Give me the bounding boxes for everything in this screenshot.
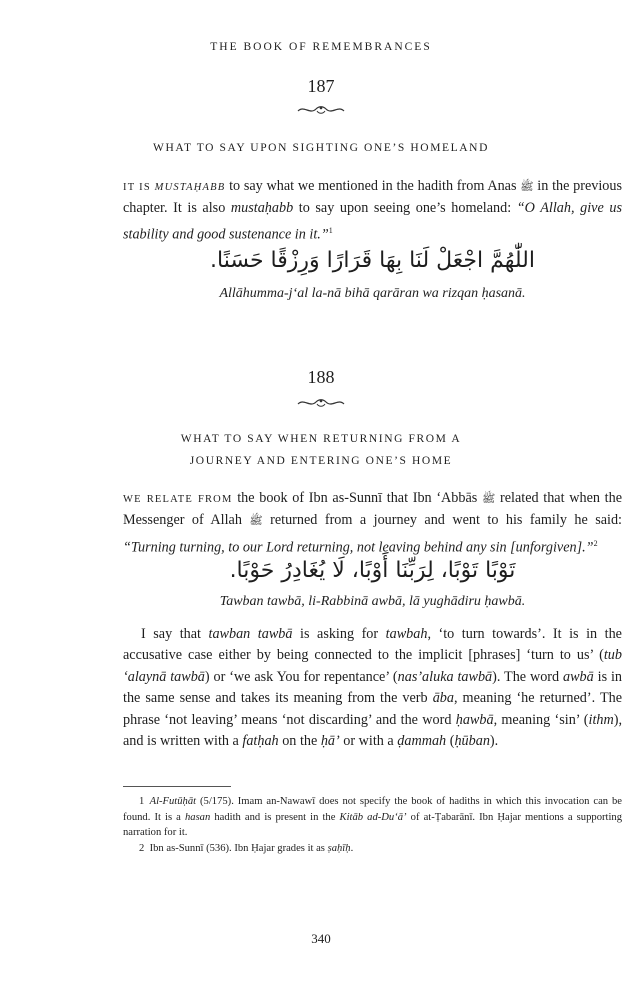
text-segment: is in the same sense and takes its meaning from the verb: [123, 668, 622, 707]
italic-term: ḥawbā: [455, 711, 494, 728]
italic-term: ḍammah: [397, 733, 447, 750]
arabic-supplication-188: تَوْبًا تَوْبًا، لِرَبِّنَا أَوْبًا، لَا يُغَادِرُ حَوْبًا.: [229, 558, 516, 583]
italic-term: awbā: [563, 668, 594, 685]
text-segment: , ‘to turn towards’. It is in the accusative case either by being connected to the implicit [phrases] ‘turn to us’ (: [123, 626, 622, 664]
text-segment: , meaning ‘sin’ (: [493, 711, 589, 728]
text-segment: ) or ‘we ask You for repentance’ (: [204, 668, 398, 685]
text-segment: ). The word: [492, 668, 563, 685]
page-number: 340: [311, 931, 331, 946]
text-segment: on the: [278, 733, 321, 750]
chapter-title-line: JOURNEY AND ENTERING ONE’S HOME: [189, 455, 453, 467]
text-segment: in the previous chapter. It is also: [123, 178, 623, 217]
text-segment: ), and is written with a: [123, 711, 623, 750]
quote: “Turning turning, to our Lord returning, not leaving behind any sin [unforgiven].”: [123, 539, 594, 556]
footnote-2: [123, 841, 622, 857]
ornament-flourish-icon: [296, 103, 346, 117]
chapter-title-line: WHAT TO SAY WHEN RETURNING FROM A: [180, 433, 462, 445]
chapter-187-paragraph: [123, 176, 622, 246]
text-segment: hadith and is present in the: [210, 811, 340, 823]
text-segment: or with a: [339, 733, 398, 750]
text-segment: returned from a journey and went to his family he said:: [262, 512, 622, 529]
chapter-number-188: 188: [307, 367, 335, 387]
footnote-number: 2: [139, 843, 150, 854]
text-segment: (: [446, 733, 455, 750]
running-head: THE BOOK OF REMEMBRANCES: [210, 41, 432, 53]
text-segment: ).: [489, 733, 499, 750]
ornament-flourish-icon: [296, 396, 346, 410]
text-segment: .: [350, 843, 354, 854]
arabic-supplication-187: اللّٰهُمَّ اجْعَلْ لَنَا بِهَا قَرَارًا وَرِزْقًا حَسَنًا.: [210, 248, 535, 273]
italic-term: ṣaḥīḥ: [327, 843, 351, 854]
lead-in: WE RELATE FROM: [123, 494, 233, 505]
text-segment: is asking for: [292, 626, 386, 642]
commentary-paragraph: [123, 624, 622, 752]
term: mustaḥabb: [230, 200, 294, 217]
text-segment: related that when the Messenger of Allah: [123, 490, 622, 529]
chapter-title-188: [80, 428, 562, 472]
transliteration-187: Allāhumma-j‘al la-nā bihā qarāran wa rizqan ḥasanā.: [219, 286, 526, 301]
italic-term: hasan: [184, 811, 211, 823]
italic-term: ithm: [588, 711, 614, 728]
quote: “O Allah, give us stability and good sustenance in it.”: [123, 200, 622, 243]
italic-term: ḥūban: [454, 733, 490, 750]
text-segment: to say upon seeing one’s homeland:: [293, 200, 517, 217]
chapter-title-187: WHAT TO SAY UPON SIGHTING ONE’S HOMELAND: [153, 142, 489, 154]
footnote-number: 1: [139, 796, 150, 807]
lead-term: MUSTAḤABB: [154, 182, 226, 193]
footnote-rule: [123, 786, 231, 787]
honorific-icon: ﷺ: [482, 493, 496, 505]
italic-term: nas’aluka tawbā: [397, 668, 493, 685]
italic-term: fatḥah: [242, 733, 279, 750]
italic-term: tawbah: [385, 626, 428, 642]
italic-term: tawban tawbā: [208, 626, 293, 642]
footnote-1: [123, 794, 622, 841]
italic-term: Al-Futūḥāt: [149, 796, 197, 807]
text-segment: to say what we mentioned in the hadith from Anas: [225, 178, 521, 194]
text-segment: the book of Ibn as-Sunnī that Ibn ‘Abbās: [232, 490, 482, 506]
text-segment: of at-Ṭabarānī. Ibn Ḥajar mentions a supporting narration for it.: [123, 811, 622, 839]
chapter-number-187: 187: [307, 76, 335, 96]
text-segment: (5/175). Imam an-Nawawī does not specify the book of hadiths in which this invocation can be found. It is a: [123, 796, 622, 823]
text-segment: I say that: [141, 626, 209, 642]
text-segment: , meaning ‘he returned’. The phrase ‘not leaving’ means ‘not discarding’ and the word: [123, 690, 623, 728]
italic-term: āba: [432, 690, 454, 707]
transliteration-188: Tawban tawbā, li-Rabbinā awbā, lā yughādiru ḥawbā.: [219, 594, 526, 609]
footnote-ref: 1: [328, 225, 333, 235]
italic-term: ḥā’: [320, 733, 340, 750]
chapter-188-paragraph: [123, 488, 622, 559]
lead-in: IT IS: [123, 182, 151, 193]
italic-term: tub ‘alaynā tawbā: [123, 647, 622, 685]
honorific-icon: ﷺ: [249, 515, 263, 528]
honorific-icon: ﷺ: [520, 181, 534, 193]
footnote-ref: 2: [593, 538, 598, 548]
italic-term: Kitāb ad-Du‘ā’: [339, 811, 407, 823]
text-segment: Ibn as-Sunnī (536). Ibn Ḥajar grades it as: [149, 843, 328, 854]
